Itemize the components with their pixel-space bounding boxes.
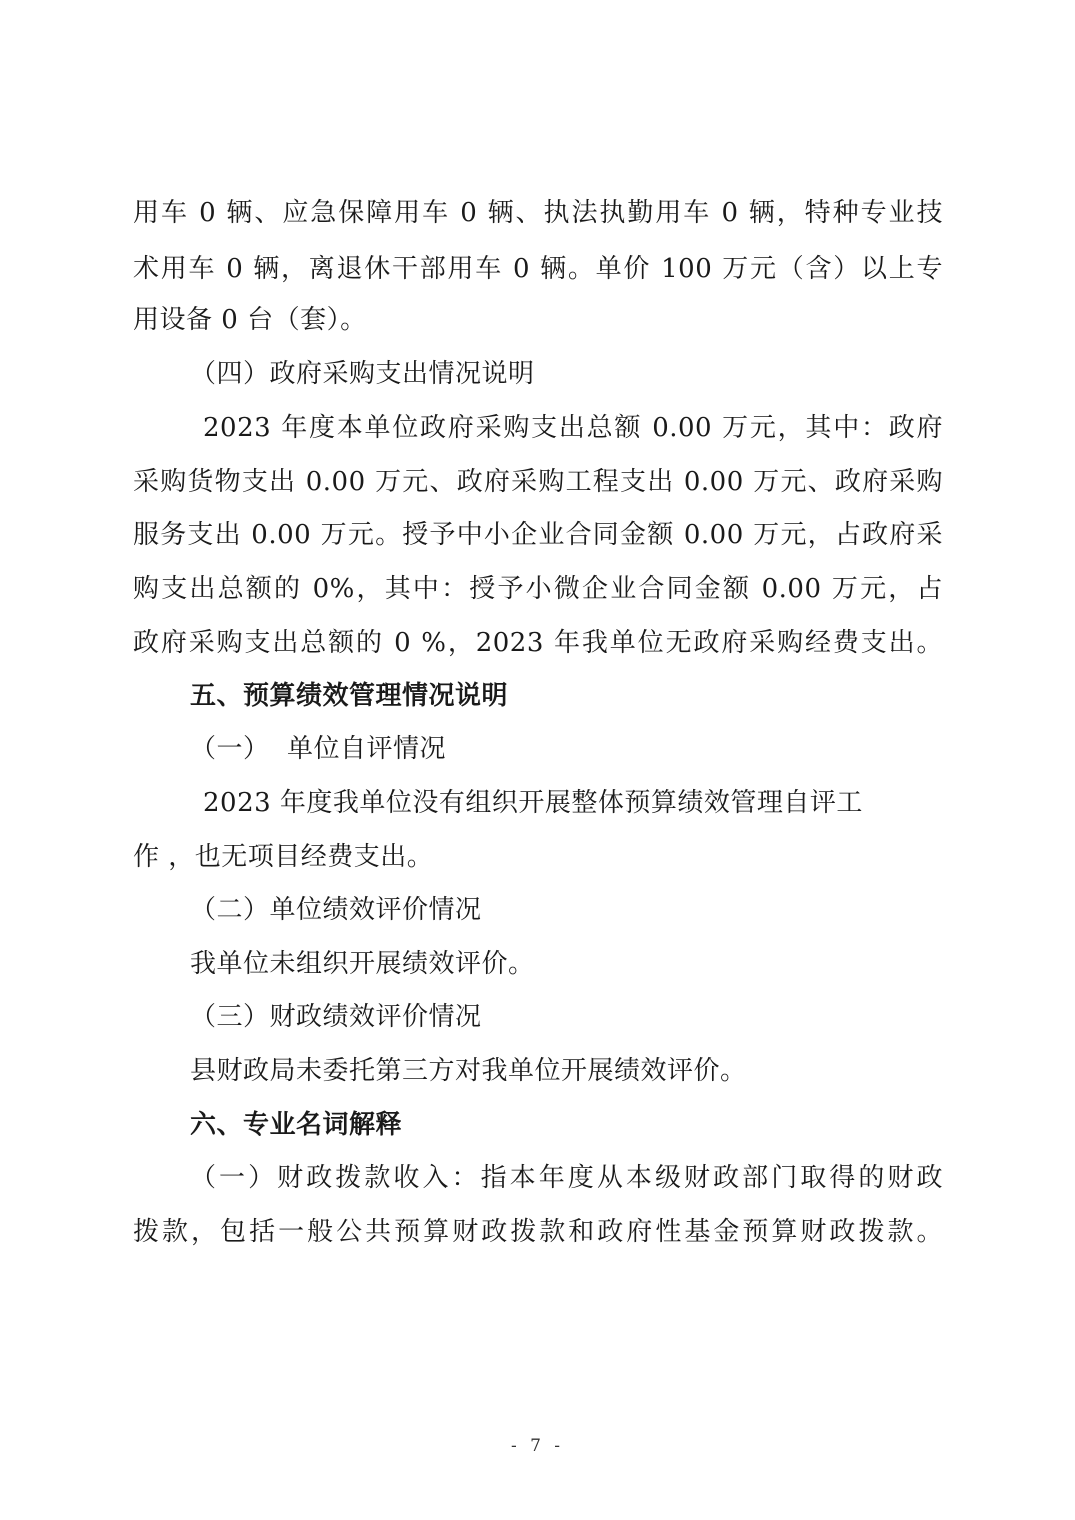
text-line: 作 ，也无项目经费支出。 <box>133 842 434 872</box>
unit-eval-heading: （二）单位绩效评价情况 <box>190 895 482 925</box>
section5-heading: 五、预算绩效管理情况说明 <box>190 681 509 711</box>
unit-eval-paragraph: 我单位未组织开展绩效评价。 <box>190 949 535 979</box>
text-line: 用车 0 辆、应急保障用车 0 辆、执法执勤用车 0 辆，特种专业技 <box>133 198 943 228</box>
page-number: - 7 - <box>510 1436 565 1456</box>
text-line: 采购货物支出 0.00 万元、政府采购工程支出 0.00 万元、政府采购 <box>133 467 943 497</box>
text-line: 术用车 0 辆，离退休干部用车 0 辆。单价 100 万元（含）以上专 <box>133 254 943 284</box>
text-line: 用设备 0 台（套）。 <box>133 305 367 335</box>
self-eval-heading: （一） 单位自评情况 <box>190 734 447 764</box>
text-line: 购支出总额的 0%，其中：授予小微企业合同金额 0.00 万元，占 <box>133 574 943 604</box>
text-line: 服务支出 0.00 万元。授予中小企业合同金额 0.00 万元，占政府采 <box>133 520 943 550</box>
text-line: 政府采购支出总额的 0 %，2023 年我单位无政府采购经费支出。 <box>133 628 943 658</box>
text-line: （一）财政拨款收入：指本年度从本级财政部门取得的财政 <box>190 1163 943 1193</box>
text-line: 2023 年度我单位没有组织开展整体预算绩效管理自评工 <box>203 788 863 818</box>
fiscal-eval-heading: （三）财政绩效评价情况 <box>190 1002 482 1032</box>
procurement-heading: （四）政府采购支出情况说明 <box>190 359 535 389</box>
fiscal-eval-paragraph: 县财政局未委托第三方对我单位开展绩效评价。 <box>190 1056 747 1086</box>
text-line: 2023 年度本单位政府采购支出总额 0.00 万元，其中：政府 <box>203 413 943 443</box>
text-line: 拨款，包括一般公共预算财政拨款和政府性基金预算财政拨款。 <box>133 1217 943 1247</box>
section6-heading: 六、专业名词解释 <box>190 1110 403 1140</box>
